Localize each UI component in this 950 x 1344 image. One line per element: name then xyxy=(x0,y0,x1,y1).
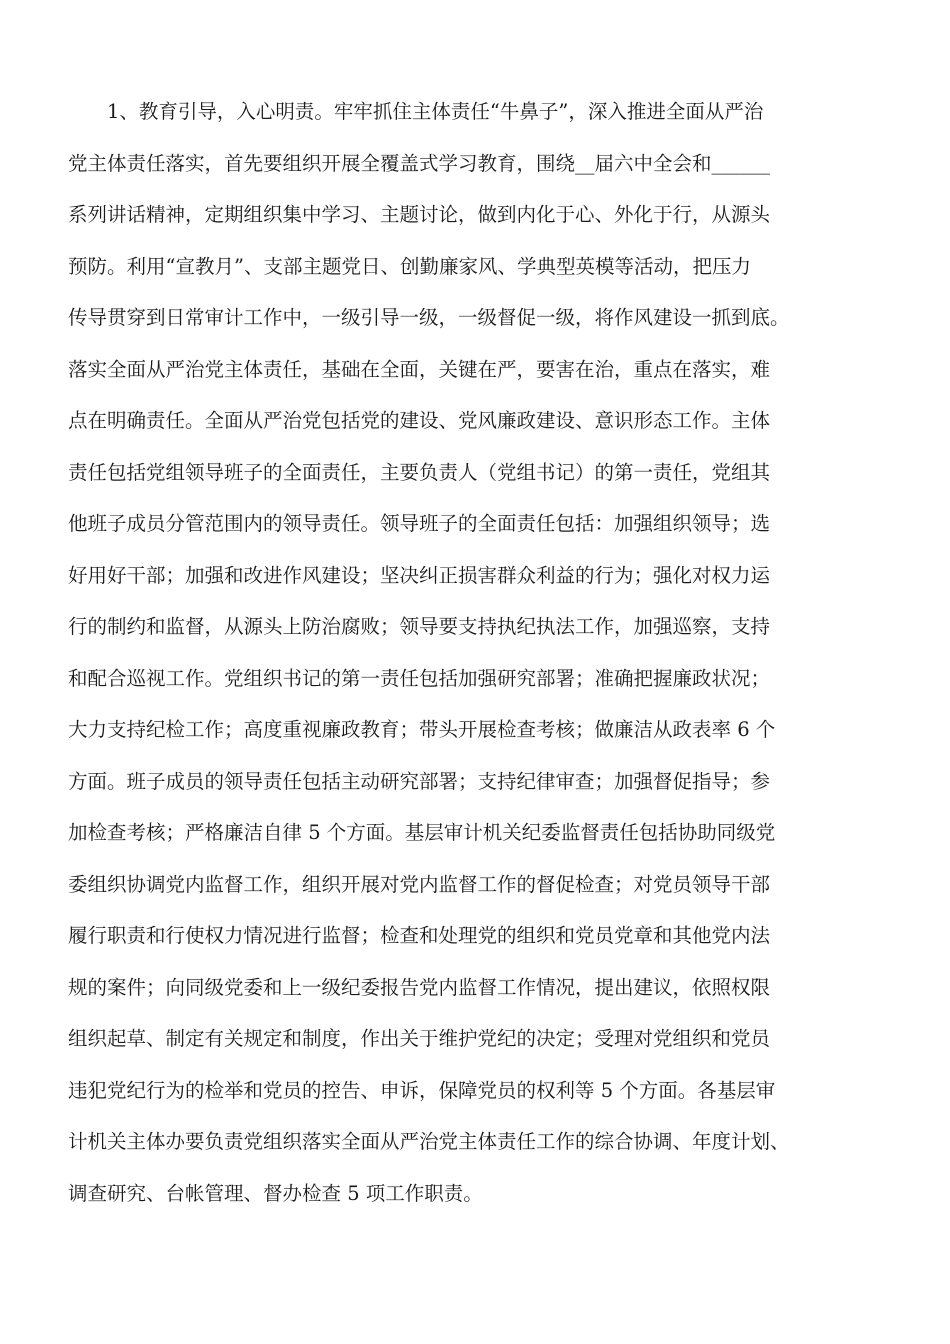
text-line: 履行职责和行使权力情况进行监督；检查和处理党的组织和党员党章和其他党内法 xyxy=(68,924,771,947)
text-line: 落实全面从严治党主体责任，基础在全面，关键在严，要害在治，重点在落实，难 xyxy=(68,357,771,381)
text-line: 和配合巡视工作。党组织书记的第一责任包括加强研究部署；准确把握廉政状况； xyxy=(68,666,771,690)
text-line: 1、教育引导，入心明责。牢牢抓住主体责任“牛鼻子”，深入推进全面从严治 xyxy=(68,100,764,123)
text-line: 预防。利用“宣教月”、支部主题党日、创勤廉家风、学典型英模等活动，把压力 xyxy=(68,254,751,278)
text-line: 点在明确责任。全面从严治党包括党的建设、党风廉政建设、意识形态工作。主体 xyxy=(68,409,771,432)
text-line: 委组织协调党内监督工作，组织开展对党内监督工作的督促检查；对党员领导干部 xyxy=(68,872,771,896)
text-line: 党主体责任落实，首先要组织开展全覆盖式学习教育，围绕__届六中全会和______ xyxy=(68,151,771,175)
text-line: 行的制约和监督，从源头上防治腐败；领导要支持执纪执法工作，加强巡察，支持 xyxy=(68,615,771,638)
text-line: 系列讲话精神，定期组织集中学习、主题讨论，做到内化于心、外化于行，从源头 xyxy=(68,203,771,226)
text-line: 好用好干部；加强和改进作风建设；坚决纠正损害群众利益的行为；强化对权力运 xyxy=(68,563,771,587)
text-line: 计机关主体办要负责党组织落实全面从严治党主体责任工作的综合协调、年度计划、 xyxy=(68,1130,790,1153)
text-line: 大力支持纪检工作；高度重视廉政教育；带头开展检查考核；做廉洁从政表率 6 个 xyxy=(68,718,776,741)
text-line: 他班子成员分管范围内的领导责任。领导班子的全面责任包括：加强组织领导；选 xyxy=(68,512,771,535)
text-line: 责任包括党组领导班子的全面责任，主要负责人（党组书记）的第一责任，党组其 xyxy=(68,460,771,484)
text-line: 方面。班子成员的领导责任包括主动研究部署；支持纪律审查；加强督促指导；参 xyxy=(68,769,771,793)
text-line: 传导贯穿到日常审计工作中，一级引导一级，一级督促一级，将作风建设一抓到底。 xyxy=(68,306,790,329)
text-line: 组织起草、制定有关规定和制度，作出关于维护党纪的决定；受理对党组织和党员 xyxy=(68,1027,771,1050)
text-line: 规的案件；向同级党委和上一级纪委报告党内监督工作情况，提出建议，依照权限 xyxy=(68,975,771,999)
text-line: 调查研究、台帐管理、督办检查 5 项工作职责。 xyxy=(68,1181,483,1205)
body-paragraph xyxy=(68,92,888,1225)
text-line: 违犯党纪行为的检举和党员的控告、申诉，保障党员的权利等 5 个方面。各基层审 xyxy=(68,1078,776,1102)
text-line: 加检查考核；严格廉洁自律 5 个方面。基层审计机关纪委监督责任包括协助同级党 xyxy=(68,821,776,844)
